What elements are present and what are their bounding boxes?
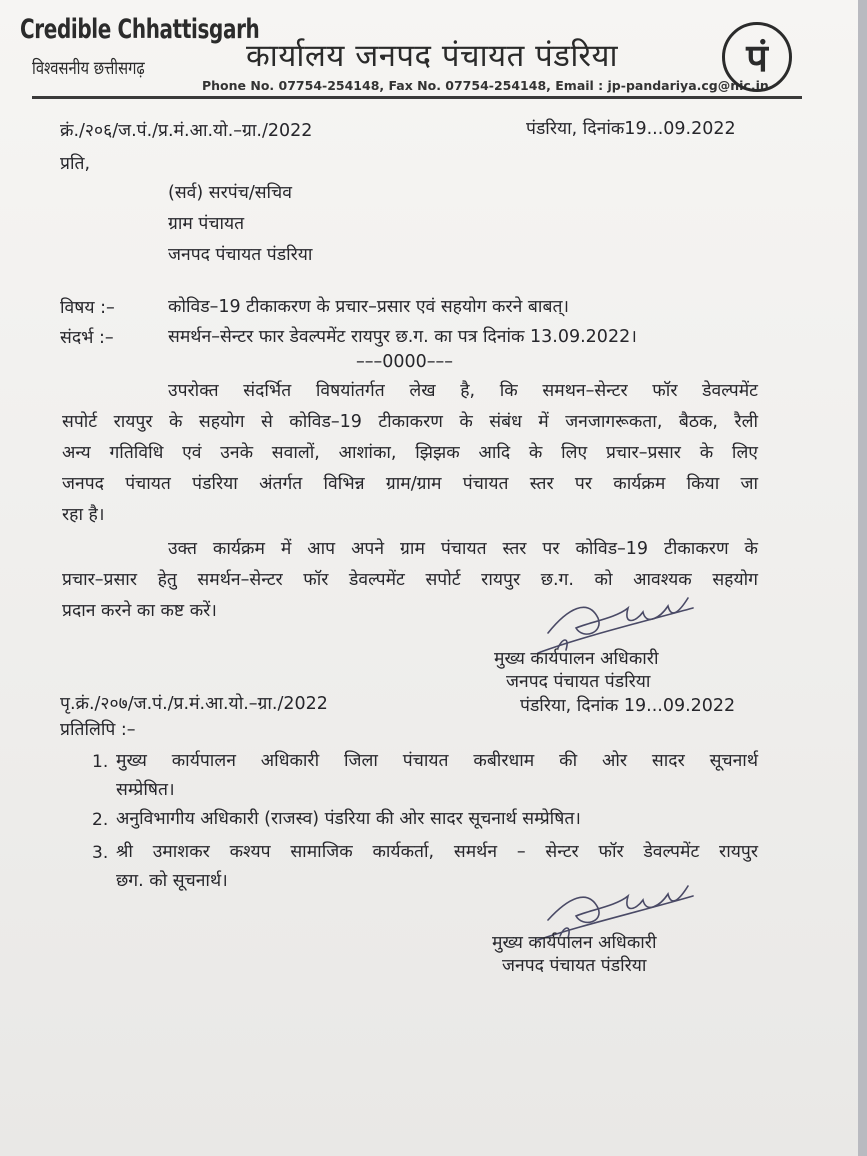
copy-item-line: अनुविभागीय अधिकारी (राजस्व) पंडरिया की ओर सादर सूचनार्थ सम्प्रेषित।: [116, 809, 581, 829]
copy-item-line: मुख्य कार्यपालन अधिकारी जिला पंचायत कबीरधाम की ओर सादर सूचनार्थ: [116, 751, 758, 771]
endorsement-date: पंडरिया, दिनांक 19...09.2022: [520, 696, 736, 716]
addressee-line: ग्राम पंचायत: [168, 214, 245, 234]
subject-label: विषय :–: [60, 298, 115, 318]
signatory-office: जनपद पंचायत पंडरिया: [506, 672, 651, 692]
copy-item-line: छग. को सूचनार्थ।: [116, 871, 228, 891]
para2-line: उक्त कार्यक्रम में आप अपने ग्राम पंचायत स्तर पर कोविड–19 टीकाकरण के: [168, 539, 758, 559]
signatory-title: मुख्य कार्यपालन अधिकारी: [492, 933, 657, 953]
separator: –––0000–––: [356, 352, 454, 372]
para1-line: रहा है।: [62, 505, 105, 525]
copy-item-line: श्री उमाशकर कश्यप सामाजिक कार्यकर्ता, समर्थन – सेन्टर फॉर डेवल्पमेंट रायपुर: [116, 842, 758, 862]
para1-line: सपोर्ट रायपुर के सहयोग से कोविड–19 टीकाकरण के संबंध में जनजागरूकता, बैठक, रैली: [62, 412, 758, 432]
para1-line: जनपद पंचायत पंडरिया अंतर्गत विभिन्न ग्राम/ग्राम पंचायत स्तर पर कार्यक्रम किया जा: [62, 474, 758, 494]
addressee-line: जनपद पंचायत पंडरिया: [168, 245, 313, 265]
addressee-line: (सर्व) सरपंच/सचिव: [168, 183, 292, 203]
logo-hindi: विश्वसनीय छत्तीसगढ़: [32, 58, 145, 79]
copy-item-line: सम्प्रेषित।: [116, 780, 175, 800]
para1-line: अन्य गतिविधि एवं उनके सवालों, आशांका, झिझक आदि के लिए प्रचार–प्रसार के लिए: [62, 443, 758, 463]
para2-line: प्रदान करने का कष्ट करें।: [62, 601, 217, 621]
copy-label: प्रतिलिपि :–: [60, 720, 136, 740]
to-label: प्रति,: [60, 154, 91, 174]
header-divider: [32, 96, 802, 99]
reference-number: क्रं./२०६/ज.पं./प्र.मं.आ.यो.–ग्रा./2022: [60, 121, 313, 141]
signatory-office: जनपद पंचायत पंडरिया: [502, 956, 647, 976]
office-title: कार्यालय जनपद पंचायत पंडरिया: [246, 38, 619, 74]
para2-line: प्रचार–प्रसार हेतु समर्थन–सेन्टर फॉर डेवल्पमेंट सपोर्ट रायपुर छ.ग. को आवश्यक सहयोग: [62, 570, 758, 590]
contact-line: Phone No. 07754-254148, Fax No. 07754-254148, Email : jp-pandariya.cg@nic.in: [202, 78, 769, 93]
panchayat-seal-icon: पं: [722, 22, 792, 92]
copy-item-number: 3.: [92, 843, 109, 863]
logo-english: Credible Chhattisgarh: [20, 14, 260, 45]
reference-label: संदर्भ :–: [60, 328, 114, 348]
subject-text: कोविड–19 टीकाकरण के प्रचार–प्रसार एवं सहयोग करने बाबत्।: [168, 297, 570, 317]
copy-item-number: 2.: [92, 810, 109, 830]
signatory-title: मुख्य कार्यपालन अधिकारी: [494, 649, 659, 669]
endorsement-reference-number: पृ.क्रं./२०७/ज.पं./प्र.मं.आ.यो.–ग्रा./2022: [60, 694, 328, 714]
para1-line: उपरोक्त संदर्भित विषयांतर्गत लेख है, कि समथन–सेन्टर फॉर डेवल्पमेंट: [168, 381, 758, 401]
background-edge: [858, 0, 867, 1156]
reference-text: समर्थन–सेन्टर फार डेवल्पमेंट रायपुर छ.ग. का पत्र दिनांक 13.09.2022।: [168, 327, 637, 347]
copy-item-number: 1.: [92, 752, 109, 772]
letter-date: पंडरिया, दिनांक19...09.2022: [526, 119, 736, 139]
